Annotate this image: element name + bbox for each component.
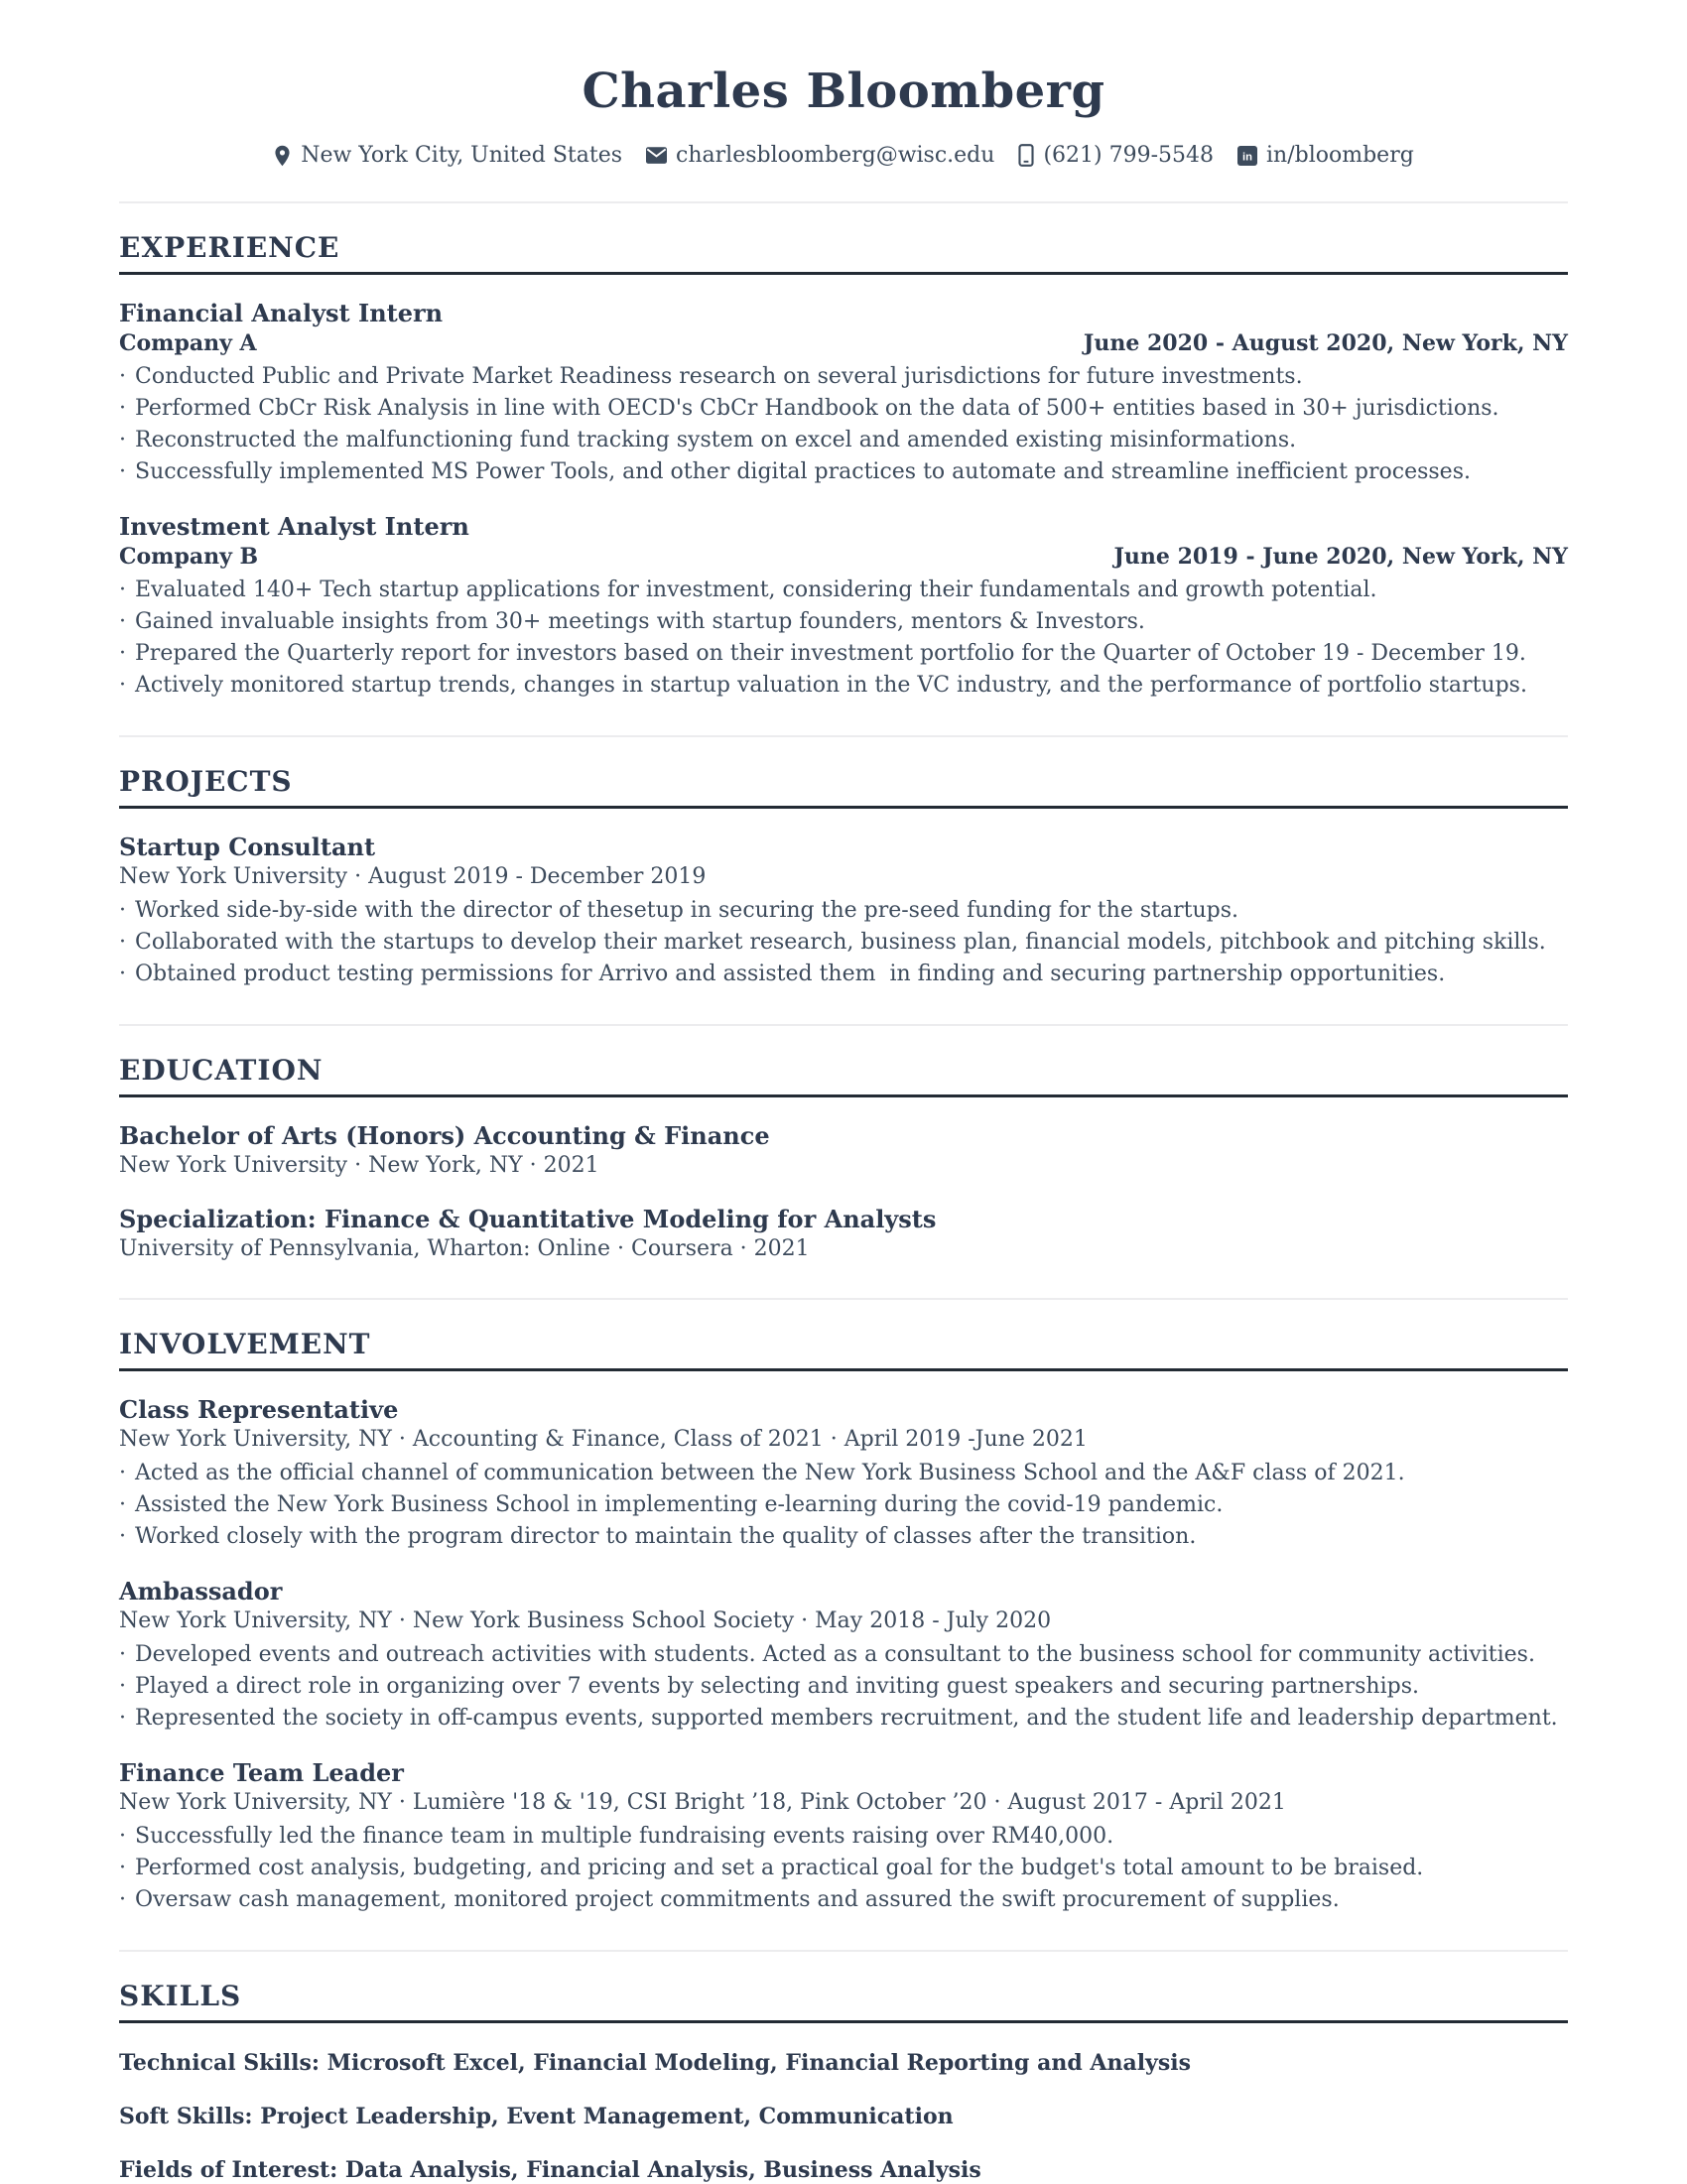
bullet-marker: ·	[119, 364, 126, 389]
job-meta	[119, 542, 1568, 572]
bullet-text: Acted as the official channel of communication between the New York Business School and the A&F class of 2021.	[135, 1461, 1405, 1485]
skills-soft: Soft Skills: Project Leadership, Event Management, Communication	[119, 2104, 954, 2129]
bullet-text: Performed cost analysis, budgeting, and pricing and set a practical goal for the budget's total amount to be braised.	[135, 1856, 1424, 1880]
bullet-marker: ·	[119, 459, 126, 484]
degree-subtitle: University of Pennsylvania, Wharton: Online · Coursera · 2021	[119, 1236, 810, 1261]
bullet-marker: ·	[119, 1642, 126, 1667]
list-item	[119, 959, 1568, 990]
bullet-text: Worked closely with the program director to maintain the quality of classes after the transition.	[135, 1524, 1197, 1549]
bullet-text: Developed events and outreach activities with students. Acted as a consultant to the business school for community activities.	[135, 1642, 1535, 1667]
section-divider	[119, 1024, 1568, 1026]
bullet-text: Successfully led the finance team in multiple fundraising events raising over RM40,000.	[135, 1824, 1114, 1849]
list-item	[119, 393, 1568, 425]
list-item	[119, 1489, 1568, 1521]
list-item	[119, 456, 1568, 488]
list-item	[119, 1521, 1568, 1553]
role-subtitle: New York University, NY · Accounting & Finance, Class of 2021 · April 2019 -June 2021	[119, 1427, 1088, 1452]
role-subtitle: New York University, NY · Lumière '18 & '19, CSI Bright ’18, Pink October ’20 · August 2017 - April 2021	[119, 1790, 1286, 1815]
contact-linkedin	[1237, 143, 1414, 168]
project-title: Startup Consultant	[119, 833, 376, 861]
bullet-marker: ·	[119, 898, 126, 923]
page-title: Charles Bloomberg	[582, 64, 1105, 119]
role-title: Ambassador	[119, 1577, 283, 1606]
role-subtitle: New York University, NY · New York Business School Society · May 2018 - July 2020	[119, 1608, 1052, 1633]
job-meta	[119, 328, 1568, 358]
degree-subtitle: New York University · New York, NY · 2021	[119, 1153, 599, 1178]
bullet-list	[119, 1639, 1568, 1734]
bullet-marker: ·	[119, 1524, 126, 1549]
list-item	[119, 895, 1568, 927]
bullet-text: Obtained product testing permissions for Arrivo and assisted them in finding and securing partnership opportunities.	[135, 962, 1446, 986]
role-title: Finance Team Leader	[119, 1758, 404, 1787]
bullet-text: Reconstructed the malfunctioning fund tracking system on excel and amended existing misinformations.	[135, 428, 1297, 452]
skills-technical: Technical Skills: Microsoft Excel, Financial Modeling, Financial Reporting and Analysis	[119, 2050, 1191, 2076]
list-item	[119, 361, 1568, 393]
list-item	[119, 1458, 1568, 1489]
involvement-entry	[119, 1577, 1568, 1734]
job-title: Financial Analyst Intern	[119, 299, 444, 327]
location-pin-icon	[273, 145, 292, 167]
bullet-marker: ·	[119, 1824, 126, 1849]
project-entry	[119, 833, 1568, 990]
bullet-list	[119, 1821, 1568, 1916]
bullet-list	[119, 1458, 1568, 1553]
bullet-list	[119, 575, 1568, 702]
involvement-entry	[119, 1395, 1568, 1553]
list-item	[119, 1821, 1568, 1853]
experience-entry	[119, 299, 1568, 488]
list-item	[119, 1671, 1568, 1703]
list-item	[119, 638, 1568, 670]
contact-location	[273, 143, 622, 168]
bullet-marker: ·	[119, 396, 126, 421]
bullet-text: Gained invaluable insights from 30+ meetings with startup founders, mentors & Investors.	[135, 609, 1145, 634]
bullet-marker: ·	[119, 609, 126, 634]
degree-title: Bachelor of Arts (Honors) Accounting & Finance	[119, 1121, 770, 1150]
list-item	[119, 425, 1568, 456]
job-title: Investment Analyst Intern	[119, 512, 469, 541]
bullet-marker: ·	[119, 1706, 126, 1731]
company-name: Company B	[119, 544, 259, 570]
bullet-text: Prepared the Quarterly report for investors based on their investment portfolio for the Quarter of October 19 - December 19.	[135, 641, 1526, 666]
section-heading-skills: SKILLS	[119, 1980, 1568, 2023]
section-divider	[119, 1950, 1568, 1952]
section-heading-education: EDUCATION	[119, 1054, 1568, 1097]
list-item	[119, 1703, 1568, 1734]
role-title: Class Representative	[119, 1395, 399, 1424]
skills-fields-of-interest: Fields of Interest: Data Analysis, Financial Analysis, Business Analysis	[119, 2157, 981, 2183]
contact-linkedin-text: in/bloomberg	[1266, 143, 1414, 168]
bullet-marker: ·	[119, 930, 126, 955]
education-entry	[119, 1121, 1568, 1181]
section-divider	[119, 735, 1568, 737]
bullet-list	[119, 361, 1568, 488]
bullet-marker: ·	[119, 428, 126, 452]
section-heading-experience: EXPERIENCE	[119, 231, 1568, 275]
section-divider	[119, 201, 1568, 203]
section-divider	[119, 1298, 1568, 1300]
envelope-icon	[646, 147, 667, 164]
bullet-marker: ·	[119, 962, 126, 986]
project-subtitle: New York University · August 2019 - December 2019	[119, 864, 707, 889]
bullet-marker: ·	[119, 1887, 126, 1912]
date-location: June 2020 - August 2020, New York, NY	[1083, 330, 1568, 356]
bullet-text: Performed CbCr Risk Analysis in line with OECD's CbCr Handbook on the data of 500+ entities based in 30+ jurisdictions.	[135, 396, 1499, 421]
contact-email-text: charlesbloomberg@wisc.edu	[676, 143, 995, 168]
bullet-text: Successfully implemented MS Power Tools, and other digital practices to automate and streamline inefficient processes.	[135, 459, 1471, 484]
list-item	[119, 575, 1568, 606]
education-entry	[119, 1205, 1568, 1264]
list-item	[119, 1639, 1568, 1671]
degree-title: Specialization: Finance & Quantitative Modeling for Analysts	[119, 1205, 937, 1233]
bullet-list	[119, 895, 1568, 990]
smartphone-icon	[1018, 144, 1034, 167]
bullet-marker: ·	[119, 1674, 126, 1699]
bullet-marker: ·	[119, 578, 126, 602]
section-heading-projects: PROJECTS	[119, 765, 1568, 809]
experience-entry	[119, 512, 1568, 702]
list-item	[119, 1884, 1568, 1916]
involvement-entry	[119, 1758, 1568, 1916]
list-item	[119, 927, 1568, 959]
bullet-text: Actively monitored startup trends, changes in startup valuation in the VC industry, and the performance of portfolio startups.	[135, 673, 1527, 698]
bullet-text: Assisted the New York Business School in implementing e-learning during the covid-19 pandemic.	[135, 1492, 1224, 1517]
bullet-marker: ·	[119, 1856, 126, 1880]
date-location: June 2019 - June 2020, New York, NY	[1113, 544, 1568, 570]
bullet-text: Collaborated with the startups to develop their market research, business plan, financial models, pitchbook and pitching skills.	[135, 930, 1546, 955]
bullet-marker: ·	[119, 1492, 126, 1517]
list-item	[119, 1853, 1568, 1884]
contact-phone-text: (621) 799-5548	[1043, 143, 1215, 168]
contact-row	[119, 143, 1568, 168]
bullet-text: Played a direct role in organizing over 7 events by selecting and inviting guest speakers and securing partnerships.	[135, 1674, 1420, 1699]
bullet-text: Conducted Public and Private Market Readiness research on several jurisdictions for future investments.	[135, 364, 1303, 389]
bullet-marker: ·	[119, 673, 126, 698]
contact-email	[646, 143, 994, 168]
list-item	[119, 606, 1568, 638]
section-heading-involvement: INVOLVEMENT	[119, 1328, 1568, 1371]
contact-phone	[1018, 143, 1214, 168]
list-item	[119, 670, 1568, 702]
linkedin-icon	[1237, 146, 1257, 166]
bullet-text: Oversaw cash management, monitored project commitments and assured the swift procurement of supplies.	[135, 1887, 1340, 1912]
company-name: Company A	[119, 330, 257, 356]
contact-location-text: New York City, United States	[301, 143, 623, 168]
bullet-text: Represented the society in off-campus events, supported members recruitment, and the student life and leadership department.	[135, 1706, 1558, 1731]
bullet-text: Worked side-by-side with the director of thesetup in securing the pre-seed funding for the startups.	[135, 898, 1238, 923]
bullet-text: Evaluated 140+ Tech startup applications for investment, considering their fundamentals and growth potential.	[135, 578, 1377, 602]
svg-text:in: in	[1242, 151, 1253, 164]
bullet-marker: ·	[119, 641, 126, 666]
bullet-marker: ·	[119, 1461, 126, 1485]
